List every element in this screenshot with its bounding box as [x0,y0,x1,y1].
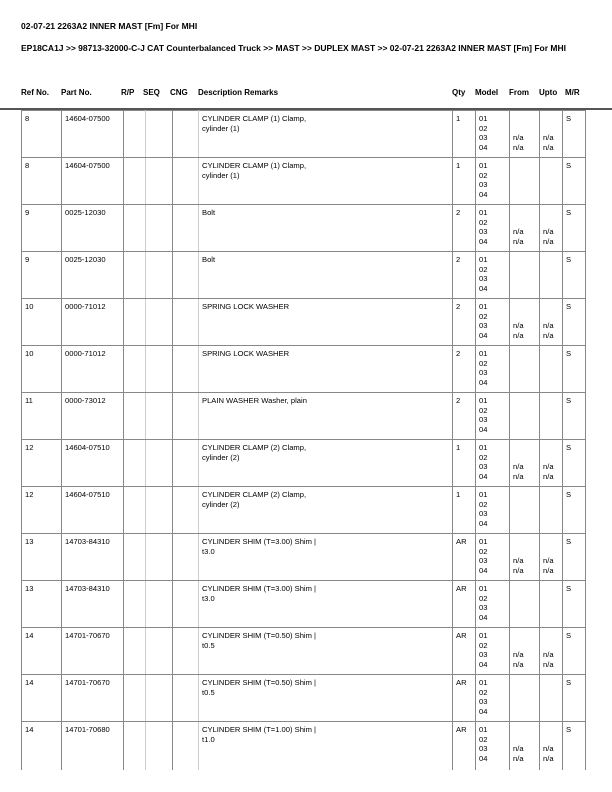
cell-desc: SPRING LOCK WASHER [199,346,453,393]
cell-cng [173,581,199,628]
table-row [22,299,586,346]
cell-ref: 14 [22,722,62,771]
cell-rp [124,581,146,628]
cell-qty: 2 [453,346,476,393]
cell-part: 14604-07500 [62,111,124,158]
cell-desc: PLAIN WASHER Washer, plain [199,393,453,440]
cell-part: 0000-71012 [62,299,124,346]
cell-mr: S [563,487,586,534]
table-row [22,346,586,393]
cell-qty: AR [453,675,476,722]
parts-table [21,110,586,770]
cell-cng [173,628,199,675]
cell-seq [146,487,173,534]
cell-upto [540,346,563,393]
cell-model: 01 02 03 04 [476,205,510,252]
table-row [22,675,586,722]
cell-part: 14604-07500 [62,158,124,205]
cell-from: n/a n/a [510,628,540,675]
cell-qty: 2 [453,299,476,346]
cell-desc: CYLINDER SHIM (T=3.00) Shim | t3.0 [199,534,453,581]
table-row [22,628,586,675]
header-mr: M/R [565,88,580,97]
cell-ref: 13 [22,534,62,581]
cell-rp [124,393,146,440]
cell-upto [540,393,563,440]
cell-desc: CYLINDER CLAMP (2) Clamp, cylinder (2) [199,487,453,534]
cell-ref: 10 [22,346,62,393]
cell-mr: S [563,534,586,581]
table-row [22,722,586,771]
cell-ref: 14 [22,675,62,722]
cell-model: 01 02 03 04 [476,158,510,205]
cell-from: n/a n/a [510,205,540,252]
cell-ref: 8 [22,158,62,205]
cell-part: 14701-70670 [62,675,124,722]
cell-rp [124,487,146,534]
cell-mr: S [563,581,586,628]
cell-from: n/a n/a [510,534,540,581]
header-part: Part No. [61,88,92,97]
cell-from: n/a n/a [510,111,540,158]
table-row [22,111,586,158]
page-title: 02-07-21 2263A2 INNER MAST [Fm] For MHI [21,21,198,31]
cell-desc: SPRING LOCK WASHER [199,299,453,346]
cell-cng [173,299,199,346]
cell-mr: S [563,158,586,205]
cell-desc: CYLINDER SHIM (T=0.50) Shim | t0.5 [199,675,453,722]
table-row [22,487,586,534]
cell-ref: 14 [22,628,62,675]
cell-from [510,346,540,393]
cell-mr: S [563,628,586,675]
cell-desc: CYLINDER SHIM (T=3.00) Shim | t3.0 [199,581,453,628]
cell-model: 01 02 03 04 [476,487,510,534]
cell-qty: 1 [453,158,476,205]
cell-model: 01 02 03 04 [476,534,510,581]
cell-cng [173,158,199,205]
cell-mr: S [563,252,586,299]
cell-seq [146,252,173,299]
cell-desc: Bolt [199,205,453,252]
cell-model: 01 02 03 04 [476,722,510,771]
cell-mr: S [563,111,586,158]
cell-cng [173,111,199,158]
cell-ref: 9 [22,205,62,252]
cell-ref: 12 [22,440,62,487]
cell-mr: S [563,440,586,487]
cell-mr: S [563,299,586,346]
cell-mr: S [563,346,586,393]
cell-seq [146,675,173,722]
cell-rp [124,675,146,722]
cell-upto: n/a n/a [540,111,563,158]
cell-upto: n/a n/a [540,440,563,487]
cell-from: n/a n/a [510,722,540,771]
header-rp: R/P [121,88,135,97]
cell-part: 14701-70670 [62,628,124,675]
cell-model: 01 02 03 04 [476,628,510,675]
cell-mr: S [563,722,586,771]
cell-rp [124,722,146,771]
cell-cng [173,487,199,534]
cell-desc: Bolt [199,252,453,299]
cell-upto: n/a n/a [540,534,563,581]
cell-seq [146,722,173,771]
cell-seq [146,346,173,393]
cell-part: 0025-12030 [62,252,124,299]
cell-qty: AR [453,534,476,581]
cell-part: 14703-84310 [62,581,124,628]
cell-cng [173,440,199,487]
cell-cng [173,205,199,252]
cell-from: n/a n/a [510,299,540,346]
table-row [22,581,586,628]
header-model: Model [475,88,499,97]
cell-from [510,675,540,722]
cell-from [510,393,540,440]
table-header [0,88,612,100]
cell-model: 01 02 03 04 [476,675,510,722]
header-seq: SEQ [143,88,160,97]
header-desc: Description Remarks [198,88,279,97]
header-from: From [509,88,529,97]
cell-rp [124,111,146,158]
cell-rp [124,205,146,252]
cell-upto: n/a n/a [540,722,563,771]
cell-upto [540,487,563,534]
cell-seq [146,111,173,158]
cell-upto [540,675,563,722]
cell-cng [173,534,199,581]
cell-part: 0025-12030 [62,205,124,252]
cell-upto [540,158,563,205]
cell-rp [124,534,146,581]
cell-rp [124,299,146,346]
cell-model: 01 02 03 04 [476,111,510,158]
cell-seq [146,158,173,205]
cell-from [510,581,540,628]
header-qty: Qty [452,88,466,97]
table-row [22,205,586,252]
cell-mr: S [563,393,586,440]
cell-desc: CYLINDER SHIM (T=1.00) Shim | t1.0 [199,722,453,771]
cell-qty: 1 [453,111,476,158]
cell-ref: 9 [22,252,62,299]
table-row [22,158,586,205]
cell-desc: CYLINDER CLAMP (2) Clamp, cylinder (2) [199,440,453,487]
cell-ref: 8 [22,111,62,158]
cell-upto: n/a n/a [540,205,563,252]
table-row [22,393,586,440]
cell-seq [146,581,173,628]
cell-from [510,252,540,299]
cell-rp [124,346,146,393]
cell-part: 14604-07510 [62,440,124,487]
cell-model: 01 02 03 04 [476,393,510,440]
cell-seq [146,440,173,487]
table-row [22,252,586,299]
cell-cng [173,393,199,440]
cell-ref: 12 [22,487,62,534]
cell-rp [124,440,146,487]
cell-from: n/a n/a [510,440,540,487]
cell-seq [146,628,173,675]
cell-qty: 2 [453,393,476,440]
cell-from [510,487,540,534]
cell-desc: CYLINDER CLAMP (1) Clamp, cylinder (1) [199,158,453,205]
cell-qty: AR [453,628,476,675]
cell-qty: 1 [453,487,476,534]
cell-upto [540,252,563,299]
cell-model: 01 02 03 04 [476,346,510,393]
cell-part: 14701-70680 [62,722,124,771]
header-upto: Upto [539,88,558,97]
cell-upto [540,581,563,628]
cell-ref: 13 [22,581,62,628]
cell-model: 01 02 03 04 [476,581,510,628]
cell-ref: 10 [22,299,62,346]
breadcrumb: EP18CA1J >> 98713-32000-C-J CAT Counterbalanced Truck >> MAST >> DUPLEX MAST >> 02-07-21 2263A2 INNER MAST [Fm] For MHI [21,43,566,53]
cell-qty: AR [453,581,476,628]
cell-model: 01 02 03 04 [476,252,510,299]
cell-rp [124,158,146,205]
cell-desc: CYLINDER CLAMP (1) Clamp, cylinder (1) [199,111,453,158]
cell-seq [146,205,173,252]
cell-ref: 11 [22,393,62,440]
cell-mr: S [563,675,586,722]
cell-model: 01 02 03 04 [476,440,510,487]
cell-cng [173,252,199,299]
cell-qty: AR [453,722,476,771]
header-ref: Ref No. [21,88,49,97]
table-row [22,440,586,487]
cell-seq [146,299,173,346]
cell-upto: n/a n/a [540,628,563,675]
cell-qty: 2 [453,252,476,299]
cell-part: 14604-07510 [62,487,124,534]
cell-seq [146,393,173,440]
cell-seq [146,534,173,581]
cell-from [510,158,540,205]
cell-part: 0000-73012 [62,393,124,440]
cell-cng [173,675,199,722]
cell-part: 14703-84310 [62,534,124,581]
cell-desc: CYLINDER SHIM (T=0.50) Shim | t0.5 [199,628,453,675]
cell-qty: 2 [453,205,476,252]
cell-upto: n/a n/a [540,299,563,346]
header-cng: CNG [170,88,188,97]
cell-cng [173,722,199,771]
table-row [22,534,586,581]
cell-part: 0000-71012 [62,346,124,393]
cell-model: 01 02 03 04 [476,299,510,346]
cell-rp [124,252,146,299]
cell-qty: 1 [453,440,476,487]
cell-cng [173,346,199,393]
cell-mr: S [563,205,586,252]
cell-rp [124,628,146,675]
